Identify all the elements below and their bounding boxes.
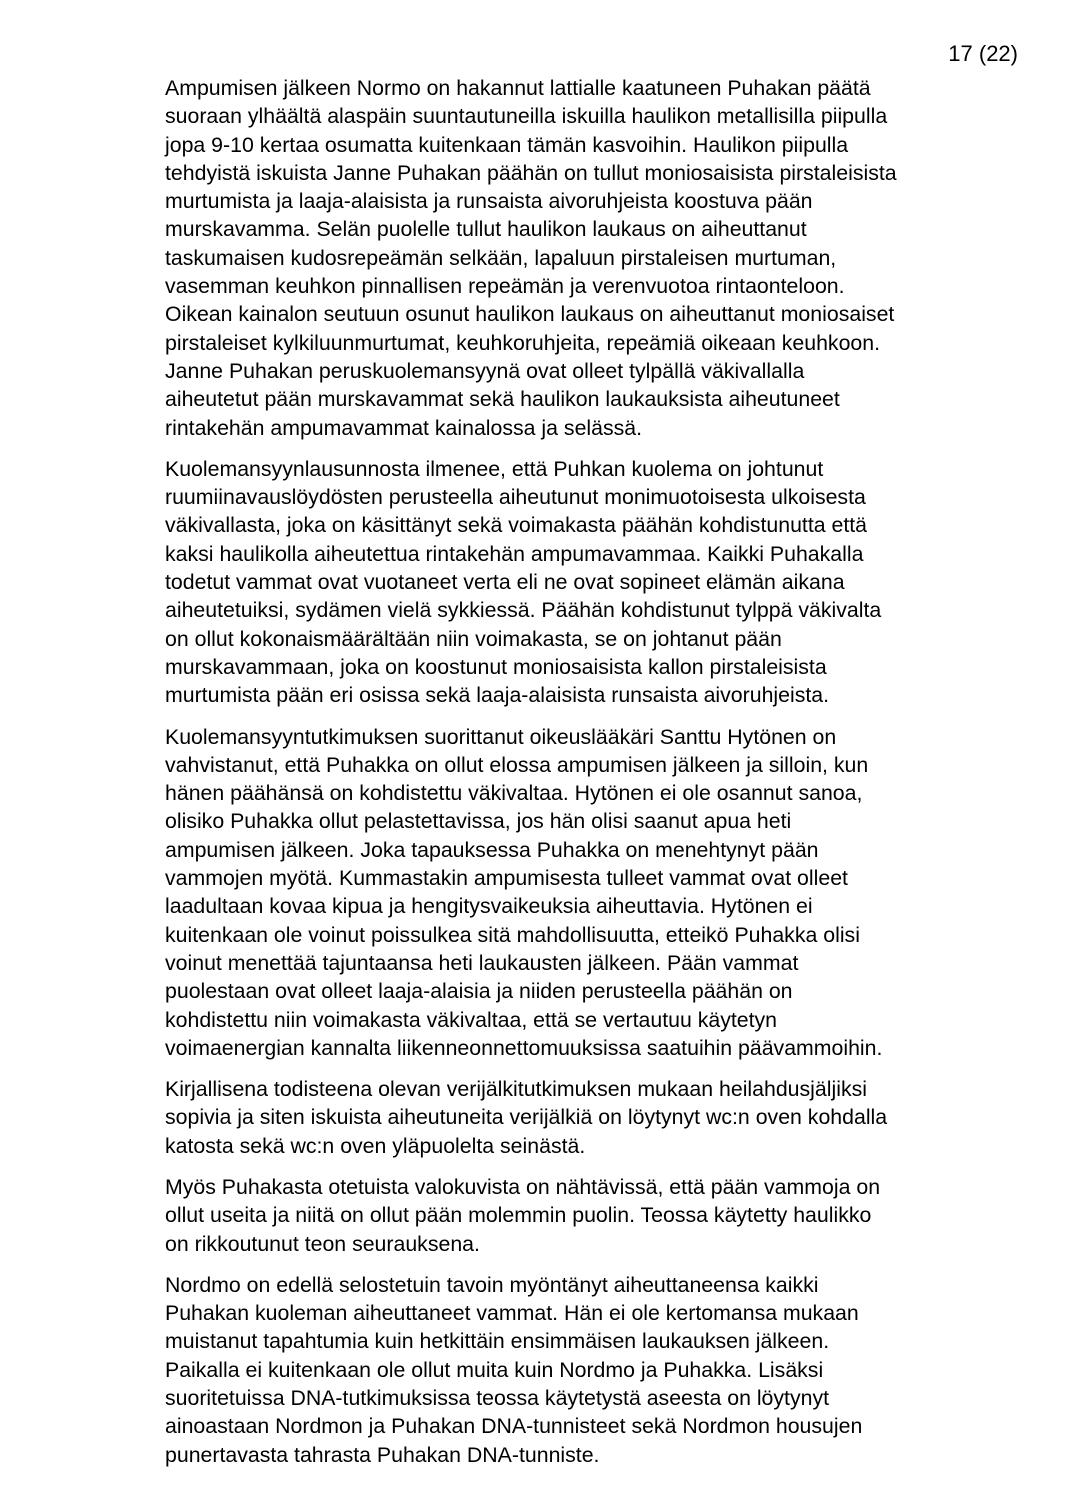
- text-line: voinut menettää tajuntaansa heti laukausten jälkeen. Pään vammat: [165, 950, 799, 975]
- text-line: punertavasta tahrasta Puhakan DNA-tunniste.: [165, 1442, 600, 1467]
- text-line: ollut useita ja niitä on ollut pään molemmin puolin. Teossa käytetty haulikko: [165, 1203, 872, 1228]
- text-line: sopivia ja siten iskuista aiheutuneita verijälkiä on löytynyt wc:n oven kohdalla: [165, 1105, 888, 1130]
- text-line: todetut vammat ovat vuotaneet verta eli ne ovat sopineet elämän aikana: [165, 570, 845, 595]
- text-line: kohdistettu niin voimakasta väkivaltaa, että se vertautuu käytetyn: [165, 1007, 778, 1032]
- text-line: Oikean kainalon seutuun osunut haulikon laukaus on aiheuttanut moniosaiset: [165, 302, 895, 327]
- text-line: Kuolemansyyntutkimuksen suorittanut oikeuslääkäri Santtu Hytönen on: [165, 724, 837, 749]
- paragraph-6: [165, 1271, 1025, 1469]
- text-line: tehdyistä iskuista Janne Puhakan päähän on tullut moniosaisista pirstaleisista: [165, 160, 897, 185]
- text-line: vahvistanut, että Puhakka on ollut elossa ampumisen jälkeen ja silloin, kun: [165, 752, 869, 777]
- text-line: murskavamma. Selän puolelle tullut haulikon laukaus on aiheuttanut: [165, 217, 807, 242]
- paragraph-5: [165, 1173, 1025, 1258]
- paragraph-2: [165, 455, 1025, 710]
- text-line: pirstaleiset kylkiluunmurtumat, keuhkoruhjeita, repeämiä oikeaan keuhkoon.: [165, 330, 881, 355]
- text-line: vammojen myötä. Kummastakin ampumisesta tulleet vammat ovat olleet: [165, 866, 848, 891]
- paragraph-1: [165, 74, 1025, 442]
- text-line: ruumiinavauslöydösten perusteella aiheutunut monimuotoisesta ulkoisesta: [165, 485, 866, 510]
- text-line: vasemman keuhkon pinnallisen repeämän ja verenvuotoa rintaonteloon.: [165, 274, 845, 299]
- text-line: Janne Puhakan peruskuolemansyynä ovat olleet tylpällä väkivallalla: [165, 358, 805, 383]
- text-line: Kirjallisena todisteena olevan verijälkitutkimuksen mukaan heilahdusjäljiksi: [165, 1077, 867, 1102]
- text-line: murtumista ja laaja-alaisista ja runsaista aivoruhjeista koostuva pään: [165, 189, 813, 214]
- text-line: Paikalla ei kuitenkaan ole ollut muita kuin Nordmo ja Puhakka. Lisäksi: [165, 1357, 824, 1382]
- text-line: kaksi haulikolla aiheutettua rintakehän ampumavammaa. Kaikki Puhakalla: [165, 541, 864, 566]
- text-line: katosta sekä wc:n oven yläpuolelta seinästä.: [165, 1133, 586, 1158]
- text-line: laadultaan kovaa kipua ja hengitysvaikeuksia aiheuttavia. Hytönen ei: [165, 894, 813, 919]
- text-line: taskumaisen kudosrepeämän selkään, lapaluun pirstaleisen murtuman,: [165, 245, 837, 270]
- text-line: murskavammaan, joka on koostunut moniosaisista kallon pirstaleisista: [165, 654, 827, 679]
- text-line: Nordmo on edellä selostetuin tavoin myöntänyt aiheuttaneensa kaikki: [165, 1272, 819, 1297]
- text-line: Kuolemansyynlausunnosta ilmenee, että Puhkan kuolema on johtunut: [165, 456, 824, 481]
- text-line: ampumisen jälkeen. Joka tapauksessa Puhakka on menehtynyt pään: [165, 837, 819, 862]
- text-line: puolestaan ovat olleet laaja-alaisia ja niiden perusteella päähän on: [165, 979, 793, 1004]
- paragraph-3: [165, 723, 1025, 1063]
- text-line: Ampumisen jälkeen Normo on hakannut lattialle kaatuneen Puhakan päätä: [165, 76, 871, 100]
- text-line: rintakehän ampumavammat kainalossa ja selässä.: [165, 415, 643, 440]
- paragraph-4: [165, 1075, 1025, 1160]
- text-line: suoraan ylhäältä alaspäin suuntautuneilla iskuilla haulikon metallisilla piipulla: [165, 104, 888, 129]
- text-line: muistanut tapahtumia kuin hetkittäin ensimmäisen laukauksen jälkeen.: [165, 1329, 830, 1354]
- text-line: voimaenergian kannalta liikenneonnettomuuksissa saatuihin päävammoihin.: [165, 1035, 883, 1060]
- text-line: suoritetuissa DNA-tutkimuksissa teossa käytetystä aseesta on löytynyt: [165, 1386, 830, 1411]
- text-line: jopa 9-10 kertaa osumatta kuitenkaan tämän kasvoihin. Haulikon piipulla: [165, 132, 849, 157]
- text-line: Puhakan kuoleman aiheuttaneet vammat. Hän ei ole kertomansa mukaan: [165, 1301, 859, 1326]
- text-line: hänen päähänsä on kohdistettu väkivaltaa. Hytönen ei ole osannut sanoa,: [165, 781, 863, 806]
- text-line: aiheutetut pään murskavammat sekä haulikon laukauksista aiheutuneet: [165, 387, 840, 412]
- page-number: 17 (22): [948, 41, 1018, 66]
- text-line: on rikkoutunut teon seurauksena.: [165, 1231, 480, 1256]
- text-line: murtumista pään eri osissa sekä laaja-alaisista runsaista aivoruhjeista.: [165, 683, 830, 708]
- text-line: on ollut kokonaismäärältään niin voimakasta, se on johtanut pään: [165, 626, 782, 651]
- text-line: kuitenkaan ole voinut poissulkea sitä mahdollisuutta, etteikö Puhakka olisi: [165, 922, 860, 947]
- text-line: ainoastaan Nordmon ja Puhakan DNA-tunnisteet sekä Nordmon housujen: [165, 1414, 863, 1439]
- text-line: väkivallasta, joka on käsittänyt sekä voimakasta päähän kohdistunutta että: [165, 513, 868, 538]
- text-line: olisiko Puhakka ollut pelastettavissa, jos hän olisi saanut apua heti: [165, 809, 792, 834]
- text-line: aiheutetuiksi, sydämen vielä sykkiessä. Päähän kohdistunut tylppä väkivalta: [165, 598, 882, 623]
- text-line: Myös Puhakasta otetuista valokuvista on nähtävissä, että pään vammoja on: [165, 1174, 881, 1199]
- document-body: [165, 74, 1025, 1482]
